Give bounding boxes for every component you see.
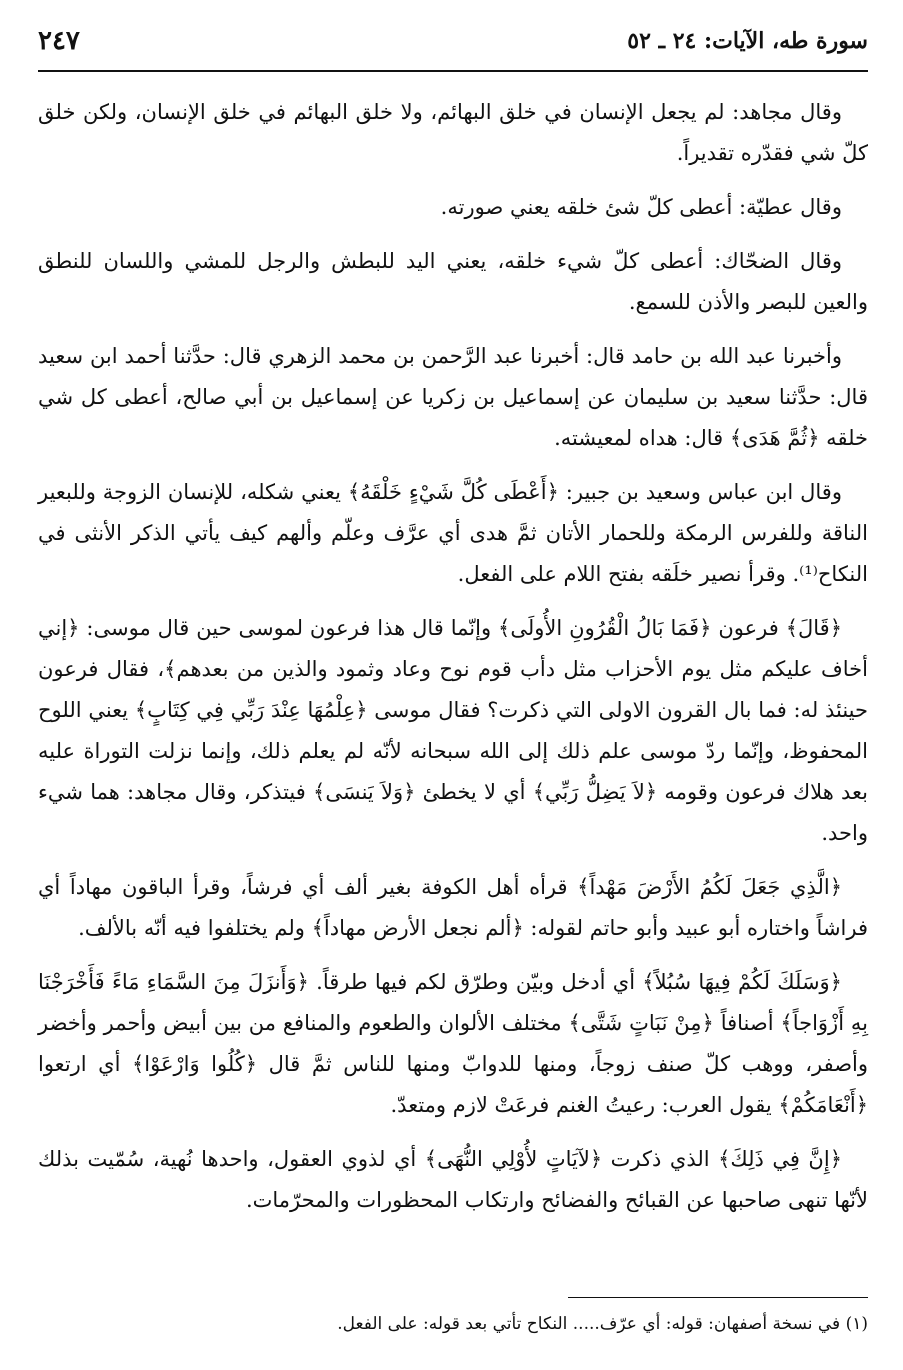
main-text [38, 92, 868, 1234]
book-page [38, 14, 868, 1354]
footnote-divider [568, 1297, 868, 1298]
footnote: (١) في نسخة أصفهان: قوله: أي عرّف..... النكاح تأتي بعد قوله: على الفعل. [337, 1314, 868, 1334]
paragraph: ﴿الَّذِي جَعَلَ لَكُمُ الأَرْضَ مَهْداً﴾ قرأه أهل الكوفة بغير ألف أي فرشاً، وقرأ الباقون مهاداً أي فراشاً واختاره أبو عبيد وأبو حاتم لقوله: ﴿ألم نجعل الأرض مهاداً﴾ ولم يختلفوا فيه أنّه بالألف. [38, 875, 868, 940]
paragraph: ﴿قَالَ﴾ فرعون ﴿فَمَا بَالُ الْقُرُونِ الأُولَى﴾ وإنّما قال هذا فرعون لموسى حين قال موسى: ﴿إني أخاف عليكم مثل يوم الأحزاب مثل دأب قوم نوح وعاد وثمود والذين من بعدهم﴾، فقال فرعون حينئذ له: فما بال القرون الاولى التي ذكرت؟ فقال موسى ﴿عِلْمُهَا عِنْدَ رَبِّي فِي كِتَابٍ﴾ يعني اللوح المحفوظ، وإنّما ردّ موسى علم ذلك إلى الله سبحانه لأنّه لم يعلم ذلك، وإنما نزلت التوراة عليه بعد هلاك فرعون وقومه ﴿لاَ يَضِلُّ رَبِّي﴾ أي لا يخطئ ﴿وَلاَ يَنسَى﴾ فيتذكر، وقال مجاهد: هما شيء واحد. [38, 616, 868, 845]
paragraph: وأخبرنا عبد الله بن حامد قال: أخبرنا عبد الرَّحمن بن محمد الزهري قال: حدَّثنا أحمد ابن سعيد قال: حدَّثنا سعيد بن سليمان عن إسماعيل بن زكريا عن إسماعيل بن أبي صالح، أعطى كل شي خلقه ﴿ثُمَّ هَدَى﴾ قال: هداه لمعيشته. [38, 344, 868, 450]
page-header [38, 22, 868, 62]
paragraph: ﴿إِنَّ فِي ذَلِكَ﴾ الذي ذكرت ﴿لآيَاتٍ لأُوْلِي النُّهَى﴾ أي لذوي العقول، واحدها نُهية، سُمّيت بذلك لأنّها تنهى صاحبها عن القبائح والفضائح وارتكاب المحظورات والمحرّمات. [38, 1147, 868, 1212]
paragraph: وقال الضحّاك: أعطى كلّ شيء خلقه، يعني اليد للبطش والرجل للمشي واللسان للنطق والعين للبصر والأذن للسمع. [38, 249, 868, 314]
header-divider [38, 70, 868, 72]
page-number: ٢٤٧ [38, 26, 80, 56]
running-title: سورة طه، الآيات: ٢٤ ـ ٥٢ [627, 28, 868, 54]
paragraph: وقال ابن عباس وسعيد بن جبير: ﴿أَعْطَى كُلَّ شَيْءٍ خَلْقَهُ﴾ يعني شكله، للإنسان الزوجة وللبعير الناقة وللفرس الرمكة وللحمار الأتان ثمَّ هدى أي عرَّف وعلّم وألهم كيف يأتي الذكر الأنثى في النكاح⁽¹⁾. وقرأ نصير خلَقه بفتح اللام على الفعل. [38, 480, 868, 586]
paragraph: ﴿وَسَلَكَ لَكُمْ فِيهَا سُبُلاً﴾ أي أدخل وبيّن وطرّق لكم فيها طرقاً. ﴿وَأَنزَلَ مِنَ السَّمَاءِ مَاءً فَأَخْرَجْنَا بِهِ أَزْوَاجاً﴾ أصنافاً ﴿مِنْ نَبَاتٍ شَتَّى﴾ مختلف الألوان والطعوم والمنافع من بين أبيض وأحمر وأخضر وأصفر، ووهب كلّ صنف زوجاً، ومنها للدوابّ ومنها للناس ثمَّ قال ﴿كُلُوا وَارْعَوْا﴾ أي ارتعوا ﴿أَنْعَامَكُمْ﴾ يقول العرب: رعيتُ الغنم فرعَتْ لازم ومتعدّ. [38, 970, 868, 1117]
paragraph: وقال عطيّة: أعطى كلّ شئ خلقه يعني صورته. [440, 195, 842, 219]
paragraph: وقال مجاهد: لم يجعل الإنسان في خلق البهائم، ولا خلق البهائم في خلق الإنسان، ولكن خلق كلّ شي فقدّره تقديراً. [38, 100, 868, 165]
